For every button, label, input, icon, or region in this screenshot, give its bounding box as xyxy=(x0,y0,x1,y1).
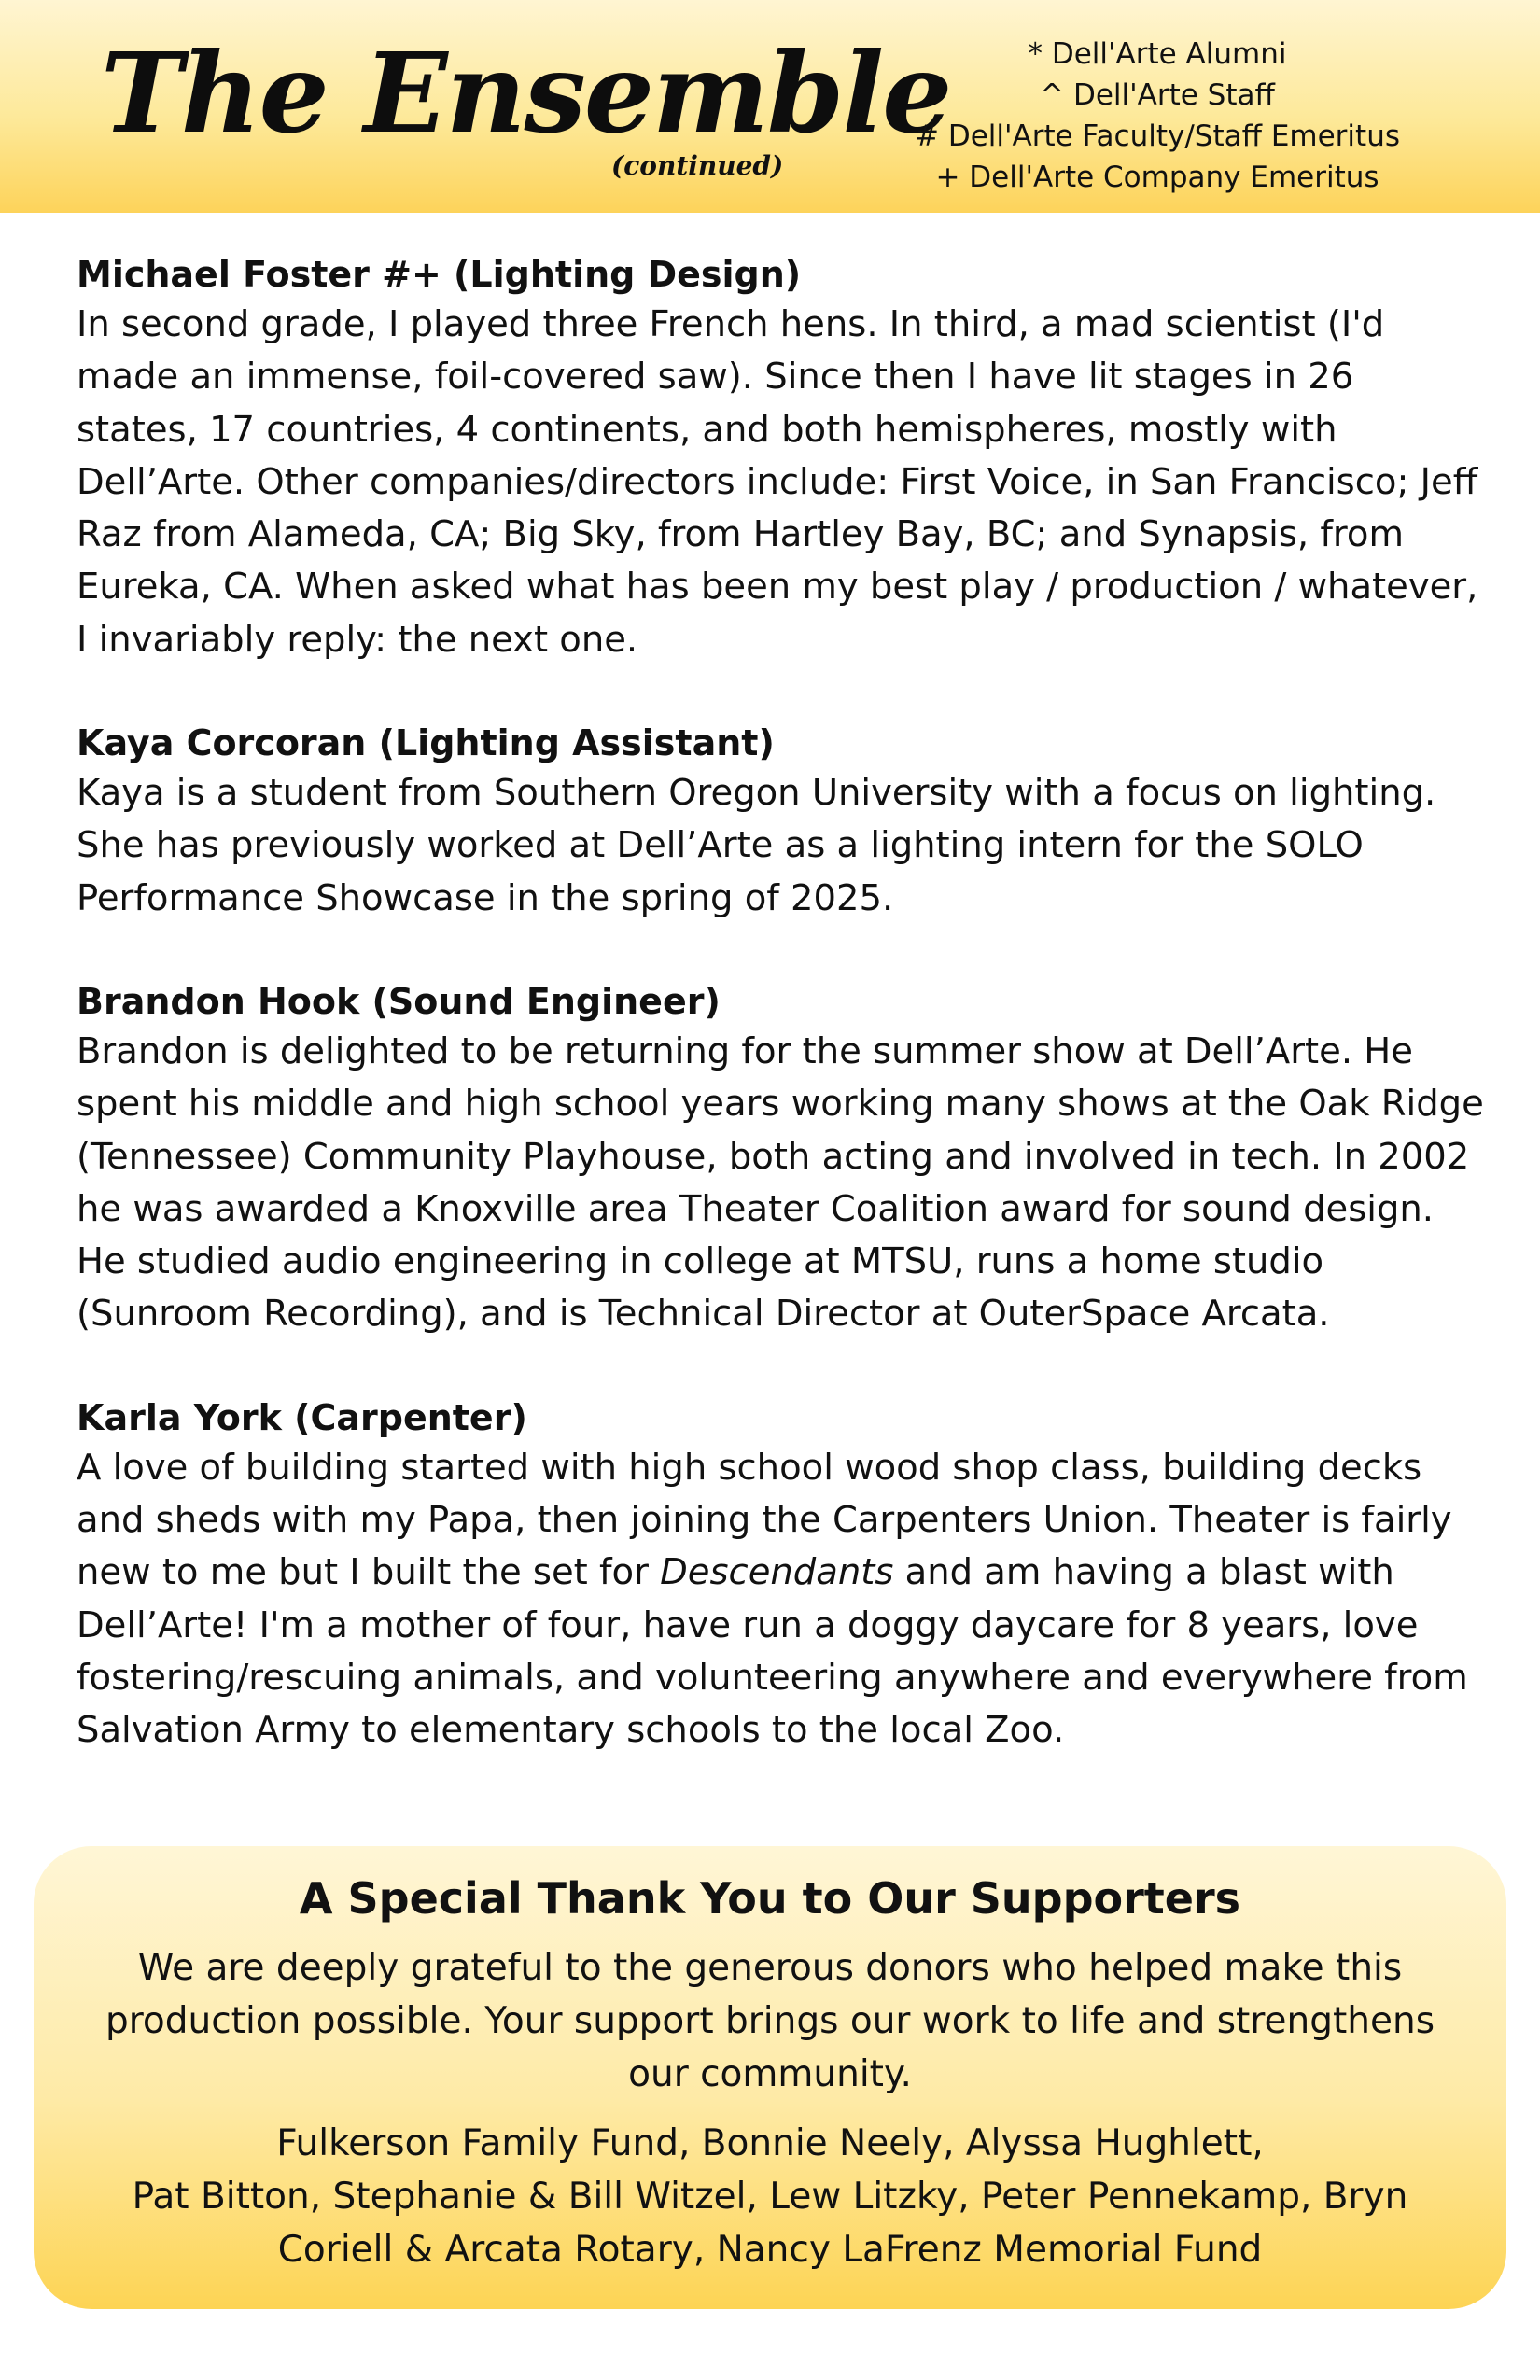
bio-text-start: A love of building started with high school wood shop class, building decks and sheds with my Papa, then joining the Carpenters Union. Theater is fairly new to me but I built the set for xyxy=(77,1446,1452,1594)
supporters-box xyxy=(34,1846,1506,2309)
bio-brandon-hook xyxy=(77,977,1484,1341)
bio-list xyxy=(77,250,1484,1810)
bio-text xyxy=(77,1442,1486,1757)
supporters-message: We are deeply grateful to the generous donors who helped make this production possible. Your support brings our work to life and strengthens our community. xyxy=(105,1947,1435,2095)
bio-name: Michael Foster #+ (Lighting Design) xyxy=(77,254,802,295)
bio-text: Kaya is a student from Southern Oregon University with a focus on lighting. She has previously worked at Dell’Arte as a lighting intern for the SOLO Performance Showcase in the spring of 2025. xyxy=(77,772,1436,919)
bio-name: Kaya Corcoran (Lighting Assistant) xyxy=(77,722,775,764)
bio-karla-york xyxy=(77,1393,1477,1757)
bio-name: Brandon Hook (Sound Engineer) xyxy=(77,980,721,1022)
legend-item-company-emeritus: + Dell'Arte Company Emeritus xyxy=(935,161,1379,194)
legend-item-staff: ^ Dell'Arte Staff xyxy=(1040,78,1275,112)
legend-item-alumni: * Dell'Arte Alumni xyxy=(1028,37,1287,71)
legend-item-faculty-emeritus: # Dell'Arte Faculty/Staff Emeritus xyxy=(915,119,1400,153)
bio-name: Karla York (Carpenter) xyxy=(77,1396,527,1438)
symbol-legend xyxy=(877,34,1437,198)
bio-kaya-corcoran xyxy=(77,719,1477,925)
bio-text: Brandon is delighted to be returning for the summer show at Dell’Arte. He spent his middle and high school years working many shows at the Oak Ridge (Tennessee) Community Playhouse, both acting and involved in tech. In 2002 he was awarded a Knoxville area Theater Coalition award for sound design. He studied audio engineering in college at MTSU, runs a home studio (Sunroom Recording), and is Technical Director at OuterSpace Arcata. xyxy=(77,1029,1484,1336)
page-subtitle: (continued) xyxy=(611,150,784,181)
show-title: Descendants xyxy=(660,1551,894,1594)
donor-line: Coriell & Arcata Rotary, Nancy LaFrenz Memorial Fund xyxy=(277,2229,1263,2271)
donor-line: Pat Bitton, Stephanie & Bill Witzel, Lew Litzky, Peter Pennekamp, Bryn xyxy=(132,2176,1408,2218)
bio-michael-foster xyxy=(77,250,1477,666)
header-banner xyxy=(0,0,1540,213)
bio-text: In second grade, I played three French hens. In third, a mad scientist (I'd made an immense, foil-covered saw). Since then I have lit stages in 26 states, 17 countries, 4 continents, and both hemispheres, mostly with Dell’Arte. Other companies/directors include: First Voice, in San Francisco; Jeff Raz from Alameda, CA; Big Sky, from Hartley Bay, BC; and Synapsis, from Eureka, CA. When asked what has been my best play / production / whatever, I invariably reply: the next one. xyxy=(77,303,1478,661)
bio-text-end: and am having a blast with Dell’Arte! I'm a mother of four, have run a doggy daycare for 8 years, love fostering/rescuing animals, and volunteering anywhere and everywhere from Salvation Army to elementary schools to the local Zoo. xyxy=(77,1551,1468,1752)
page-title: The Ensemble xyxy=(101,28,951,158)
supporters-heading: A Special Thank You to Our Supporters xyxy=(299,1873,1241,1924)
donor-line: Fulkerson Family Fund, Bonnie Neely, Alyssa Hughlett, xyxy=(276,2122,1264,2164)
donor-list xyxy=(71,2117,1469,2276)
